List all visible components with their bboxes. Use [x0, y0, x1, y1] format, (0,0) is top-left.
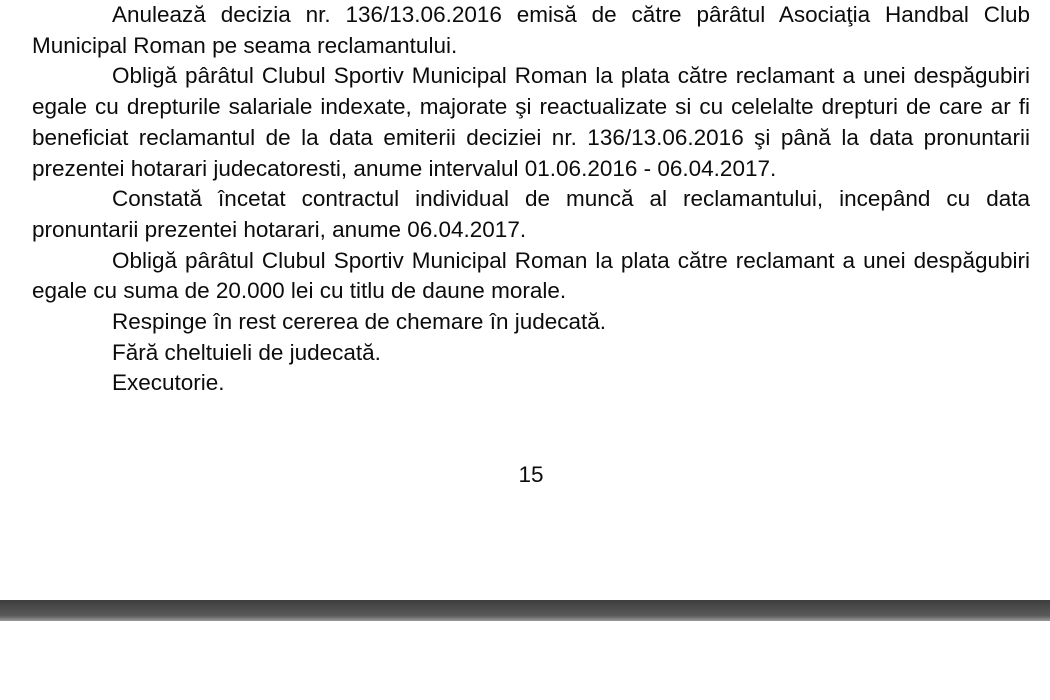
page-body-text	[32, 0, 1030, 399]
paragraph-moral-damages: Obligă pârâtul Clubul Sportiv Municipal Roman la plata către reclamant a unei despăgubiri egale cu suma de 20.000 lei cu titlu de daune morale.	[32, 247, 1030, 304]
paragraph-reject-rest: Respinge în rest cererea de chemare în judecată.	[112, 309, 607, 335]
next-page	[0, 621, 1050, 700]
page-number: 15	[518, 462, 544, 487]
page-separator	[0, 600, 1050, 621]
paragraph-no-costs: Fără cheltuieli de judecată.	[112, 339, 381, 365]
paragraph-salary-damages: Obligă pârâtul Clubul Sportiv Municipal Roman la plata către reclamant a unei despăgubiri egale cu drepturile salariale indexate, majorate şi reactualizate si cu celelalte drepturi de care ar fi beneficiat reclamantul de la data emiterii deciziei nr. 136/13.06.2016 şi până la data pronuntarii prezentei hotarari judecatoresti, anume intervalul 01.06.2016 - 06.04.2017.	[32, 63, 1030, 181]
paragraph-enforceable: Executorie.	[112, 370, 225, 396]
paragraph-annul-decision: Anulează decizia nr. 136/13.06.2016 emisă de către pârâtul Asociaţia Handbal Club Municipal Roman pe seama reclamantului.	[32, 2, 1030, 58]
paragraph-contract-termination: Constată încetat contractul individual de muncă al reclamantului, incepând cu data pronuntarii prezentei hotarari, anume 06.04.2017.	[32, 186, 1030, 242]
